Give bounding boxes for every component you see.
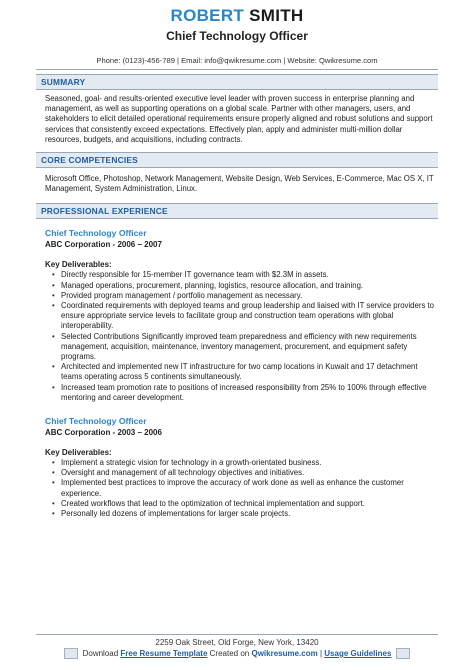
footer-created-label: Created on [209, 649, 250, 658]
job-title: Chief Technology Officer [45, 416, 147, 427]
last-name: SMITH [249, 6, 304, 25]
job-entry [45, 416, 434, 519]
job-company-dates: ABC Corporation - 2006 – 2007 [45, 240, 162, 250]
footer-address: 2259 Oak Street, Old Forge, New York, 13420 [155, 638, 319, 647]
deliverables-list [45, 458, 434, 519]
job-entry [45, 228, 434, 403]
list-item: • Oversight and management of all technology objectives and initiatives. [61, 468, 434, 478]
page-footer [0, 634, 474, 659]
candidate-title: Chief Technology Officer [166, 29, 308, 43]
list-item: • Implemented best practices to improve the accuracy of work done as well as enhance the customer experience. [61, 478, 434, 498]
list-item: • Personally led dozens of implementations for larger scale projects. [61, 509, 434, 519]
list-item: • Coordinated requirements with deployed teams and group leadership and liaised with IT service providers to ensure appropriate service levels to facilitate group and construction team operations with global interoperability. [61, 301, 434, 332]
section-heading-experience: PROFESSIONAL EXPERIENCE [36, 203, 438, 219]
deliverables-list [45, 270, 434, 403]
summary-text: Seasoned, goal- and results-oriented executive level leader with proven success in enterprise planning and management, as well as supporting operations on a global scale. Partner with other managers, users, and stakeholders to elicit detailed operational requirements ensure properly aligned and robust solutions and support services that consistently exceed expectations. Effectively plan, apply and administer multi-million dollar resources, budgets, and acquisitions, including contracts. [45, 94, 433, 144]
key-deliverables-label: Key Deliverables: [45, 448, 112, 458]
job-company-dates: ABC Corporation - 2003 – 2006 [45, 428, 162, 438]
job-title: Chief Technology Officer [45, 228, 147, 239]
competencies-text: Microsoft Office, Photoshop, Network Management, Website Design, Web Services, E-Commerce, Mac OS X, IT Management, System Administration, Linux. [45, 174, 434, 194]
list-item: • Architected and implemented new IT infrastructure for two camp locations in Kuwait and 17 detachment teams operating across 5 continents simultaneously. [61, 362, 434, 382]
list-item: • Increased team promotion rate to positions of increased responsibility from 25% to 100% through effective mentoring and career development. [61, 383, 434, 403]
logo-icon [396, 648, 410, 659]
candidate-name [0, 6, 474, 26]
list-item: • Created workflows that lead to the optimization of technical implementation and support. [61, 499, 434, 509]
footer-credit-line: Download Free Resume Template Created on Qwikresume.com | Usage Guidelines [0, 648, 474, 659]
header-divider [36, 69, 438, 70]
list-item: • Directly responsible for 15-member IT governance team with $2.3M in assets. [61, 270, 434, 280]
resume-header [0, 0, 474, 66]
first-name: ROBERT [170, 6, 245, 25]
usage-guidelines-link[interactable]: Usage Guidelines [324, 649, 392, 658]
qwikresume-link[interactable]: Qwikresume.com [251, 649, 318, 658]
list-item: • Provided program management / portfolio management as necessary. [61, 291, 434, 301]
list-item: • Managed operations, procurement, planning, logistics, resource allocation, and training. [61, 281, 434, 291]
contact-line: Phone: (0123)-456-789 | Email: info@qwikresume.com | Website: Qwikresume.com [96, 56, 378, 65]
footer-download-label: Download [82, 649, 119, 658]
section-heading-summary: SUMMARY [36, 74, 438, 90]
key-deliverables-label: Key Deliverables: [45, 260, 112, 270]
section-heading-competencies: CORE COMPETENCIES [36, 152, 438, 168]
free-resume-template-link[interactable]: Free Resume Template [120, 649, 208, 658]
list-item: • Selected Contributions Significantly improved team preparedness and efficiency with new requirements management, acquisition, maintenance, inventory management, procurement, and equipment safety programs. [61, 332, 434, 363]
list-item: • Implement a strategic vision for technology in a growth-orientated business. [61, 458, 434, 468]
logo-icon [64, 648, 78, 659]
footer-divider [36, 634, 438, 635]
